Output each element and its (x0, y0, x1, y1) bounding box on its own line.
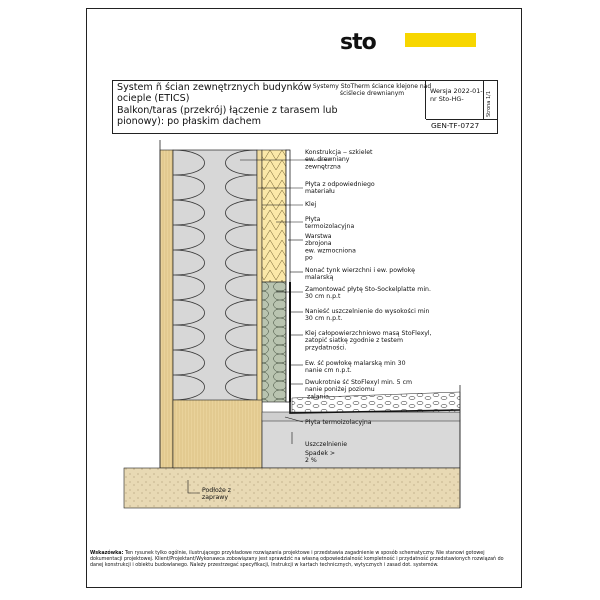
label-line: 2 % (305, 457, 317, 465)
title-line: ocieple (ETICS) (117, 93, 190, 105)
label-line: 30 cm n.p.t (305, 293, 341, 301)
version-line: nr Sto-HG- (430, 95, 464, 103)
label-podloze (202, 487, 231, 501)
floor-timber (173, 400, 262, 468)
label-line: nanie cm n.p.t. (305, 367, 352, 375)
sto-logo: sto (340, 30, 376, 55)
label-line: Podłoże z (202, 487, 232, 494)
title-line: System ñ ścian zewnętrznych budynków (117, 82, 312, 93)
thermal-board-upper (262, 150, 286, 282)
timber-frame (160, 150, 173, 468)
label-powloka (305, 359, 406, 374)
label-warstwa (305, 233, 356, 262)
label-line: Klej (305, 201, 317, 208)
mortar-base (124, 468, 460, 508)
label-line: zbrojona (305, 240, 332, 248)
sockel-plate (262, 282, 286, 402)
label-line: termoizolacyjna (305, 223, 355, 231)
label-line: Ew. ść powłokę malarską min 30 (305, 360, 406, 367)
label-uszczelnienie-wys (305, 307, 430, 322)
disclaimer-text: Ten rysunek tylko ogólnie, ilustrującego przykładowe rozwiązania projektowe i przedstawia zagadnienie w sposób schematyczny. Nie stanowi gotowej dokumentacji projektowej. Klient/Projektant/Wykonawca zobowiązany jest sprawdzić na własną odpowiedzialność kompletność i przydatność przedstawionych rozwiązań do danej konstrukcji i obiektu budowlanego. Należy przestrzegać specyfikacji, Instrukcji w kartach technicznych, wytycznych i zasad dot. systemów. (90, 551, 504, 569)
label-line: Spadek > (305, 450, 336, 457)
label-line: Nanieść uszczelnienie do wysokości min (305, 308, 430, 315)
drawing-code: GEN-TF-0727 (431, 121, 480, 130)
label-line: ew. wzmocniona (305, 247, 356, 255)
label-line: zatopić siatkę zgodnie z testem (305, 337, 404, 345)
label-sockel (305, 285, 431, 300)
disclaimer-note (90, 551, 518, 570)
label-uszczelnienie (305, 441, 347, 448)
label-plyta-term-2 (305, 419, 372, 426)
label-line: przydatności. (305, 344, 347, 352)
page-number: Strona 1/1 (486, 90, 492, 117)
label-line: Uszczelnienie (305, 441, 348, 448)
version-line: Wersja 2022-01- (430, 87, 483, 95)
label-line: Klej całopowierzchniowo masą StoFlexyl, (305, 330, 432, 337)
label-line: nanie poniżej poziomu (305, 386, 375, 394)
label-plyta-term (305, 216, 354, 230)
label-line: Płyta termoizolacyjna (305, 419, 372, 426)
title-line: pionowy): po płaskim dachem (117, 116, 262, 128)
label-line: Warstwa (305, 233, 332, 240)
label-line: ew. drewniany (305, 156, 350, 164)
label-line: po (305, 254, 313, 262)
disclaimer-heading: Wskazówka: (90, 551, 124, 556)
label-line: Zamontować płytę Sto-Sockelplatte min. (305, 286, 431, 293)
label-line: malarską (305, 274, 334, 282)
label-line: Płyta (305, 216, 321, 223)
label-line: Nonać tynk wierzchni i ew. powłokę (305, 267, 415, 274)
label-line: materiału (305, 188, 335, 196)
system-name: Systemy StoTherm ściance klejone nad ściślecie drewnianym (312, 83, 432, 97)
label-line: Płyta z odpowiedniego (305, 181, 375, 188)
title-line: Balkon/taras (przekrój) łączenie z tarasem lub (117, 104, 338, 116)
label-line: zewnętrzna (305, 163, 341, 171)
label-line: 30 cm n.p.t. (305, 315, 343, 323)
label-tynk (305, 266, 415, 281)
label-klej-flexyl (305, 330, 432, 351)
label-line: zaprawy (202, 494, 229, 502)
label-line: zalania (305, 393, 329, 401)
label-klej (305, 201, 317, 208)
label-line: Dwukrotnie ść StoFlexyl min. 5 cm (305, 379, 413, 386)
label-line: Konstrukcja ‒ szkielet (305, 149, 373, 156)
label-konstrukcja (305, 149, 373, 170)
label-plyta-wsp (305, 181, 375, 195)
